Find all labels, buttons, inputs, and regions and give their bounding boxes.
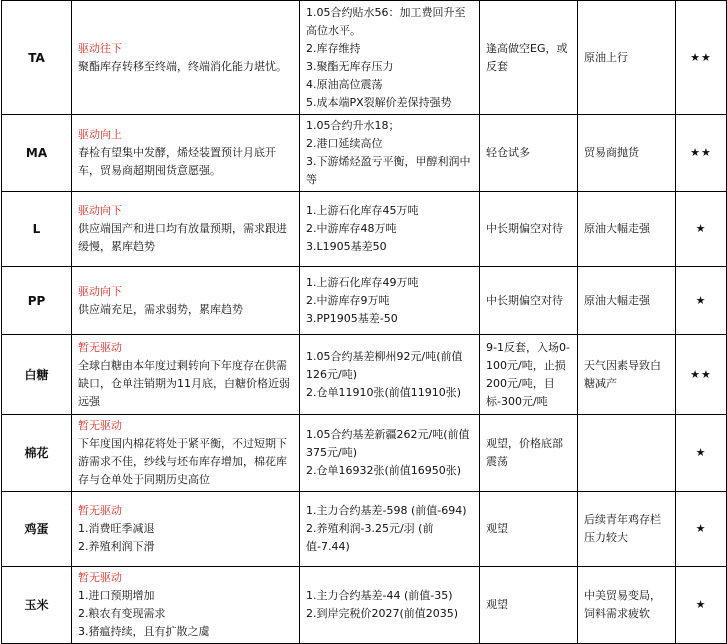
driver-logic-cell: [72, 115, 300, 192]
strategy-cell: 逢高做空EG，或反套: [480, 1, 578, 115]
logic-line: 春检有望集中发酵，烯烃装置预计月底开车，贸易商超期囤货意愿强。: [78, 146, 276, 177]
table-row-ta: [2, 1, 727, 115]
factors-cell: [300, 1, 480, 115]
factor-line: 3.PP1905基差-50: [306, 311, 398, 325]
rating-stars: ★: [676, 267, 727, 335]
factors-cell: [300, 567, 480, 644]
driver-logic-cell: [72, 1, 300, 115]
factor-line: 1.主力合约基差-44 (前值-35): [306, 589, 453, 602]
risk-cell: 天气因素导致白糖减产: [578, 335, 676, 415]
table-row-corn: [2, 567, 727, 644]
factor-line: 1.主力合约基差-598 (前值-694): [306, 504, 467, 517]
strategy-cell: 观望，价格底部震荡: [480, 415, 578, 492]
risk-cell: [578, 415, 676, 492]
strategy-cell: 观望: [480, 492, 578, 567]
driver-tag: 驱动向下: [78, 204, 122, 217]
logic-line: 1.进口预期增加: [78, 589, 155, 602]
risk-cell: 中美贸易变局，饲料需求疲软: [578, 567, 676, 644]
factor-line: 5.成本端PX裂解价差保持强势: [306, 95, 452, 109]
factor-line: 2.仓单16932张(前值16950张): [306, 464, 462, 477]
strategy-cell: 中长期偏空对待: [480, 267, 578, 335]
rating-stars: ★: [676, 415, 727, 492]
factor-line: 2.中游库存9万吨: [306, 293, 390, 307]
factor-line: 1.05合约基差柳州92元/吨(前值126元/吨): [306, 349, 463, 381]
table-row-pp: [2, 267, 727, 335]
table-row-ma: [2, 115, 727, 192]
commodity-name: 棉花: [2, 415, 72, 492]
commodity-name: MA: [2, 115, 72, 192]
driver-logic-cell: [72, 415, 300, 492]
logic-line: 2.粮农有变现需求: [78, 607, 166, 620]
risk-cell: 贸易商抛货: [578, 115, 676, 192]
risk-cell: 原油上行: [578, 1, 676, 115]
factors-cell: [300, 115, 480, 192]
commodity-name: 玉米: [2, 567, 72, 644]
table-row-l: [2, 192, 727, 267]
driver-logic-cell: [72, 492, 300, 567]
table-row-sugar: [2, 335, 727, 415]
commodity-strategy-table: [1, 0, 727, 644]
driver-tag: 驱动向下: [78, 284, 122, 298]
factor-line: 3.聚酯无库存压力: [306, 59, 394, 73]
logic-line: 3.猪瘟持续，且有扩散之虞: [78, 625, 210, 638]
risk-cell: 原油大幅走强: [578, 267, 676, 335]
logic-line: 1.消费旺季减退: [78, 522, 155, 535]
factors-cell: [300, 267, 480, 335]
driver-tag: 驱动往下: [78, 41, 122, 55]
rating-stars: ★: [676, 492, 727, 567]
commodity-name: PP: [2, 267, 72, 335]
factor-line: 1.上游石化库存49万吨: [306, 275, 419, 289]
commodity-name: 鸡蛋: [2, 492, 72, 567]
factors-cell: [300, 192, 480, 267]
driver-logic-cell: [72, 192, 300, 267]
strategy-cell: 9-1反套，入场0-100元/吨，止损200元/吨，目标-300元/吨: [480, 335, 578, 415]
driver-tag: 暂无驱动: [78, 504, 122, 517]
factor-line: 2.港口延续高位: [306, 137, 383, 150]
factor-line: 2.仓单11910张(前值11910张): [306, 385, 462, 399]
logic-line: 下年度国内棉花将处于紧平衡，不过短期下游需求不佳，纱线与坯布库存增加，棉花库存与仓单处于同期历史高位: [78, 437, 287, 486]
factor-line: 3.下游烯烃盈亏平衡，甲醇利润中等: [306, 155, 471, 186]
strategy-cell: 观望: [480, 567, 578, 644]
logic-line: 供应端充足，需求弱势，累库趋势: [78, 302, 243, 316]
factors-cell: [300, 492, 480, 567]
factor-line: 2.中游库存48万吨: [306, 222, 397, 235]
factors-cell: [300, 335, 480, 415]
risk-cell: 后续青年鸡存栏压力较大: [578, 492, 676, 567]
rating-stars: ★: [676, 192, 727, 267]
logic-line: 全球白糖由本年度过剩转向下年度存在供需缺口，仓单注销期为11月底，白糖价格近弱远强: [78, 358, 290, 408]
commodity-name: 白糖: [2, 335, 72, 415]
driver-logic-cell: [72, 267, 300, 335]
driver-logic-cell: [72, 567, 300, 644]
rating-stars: ★: [676, 567, 727, 644]
factor-line: 1.05合约贴水56：加工费回升至高位水平。: [306, 5, 466, 37]
table-row-egg: [2, 492, 727, 567]
strategy-cell: 轻仓试多: [480, 115, 578, 192]
driver-tag: 驱动向上: [78, 128, 122, 141]
factor-line: 2.到岸完税价2027(前值2035): [306, 607, 459, 620]
factors-cell: [300, 415, 480, 492]
driver-tag: 暂无驱动: [78, 571, 122, 584]
commodity-name: L: [2, 192, 72, 267]
factor-line: 3.L1905基差50: [306, 240, 387, 253]
risk-cell: 原油大幅走强: [578, 192, 676, 267]
rating-stars: ★★: [676, 115, 727, 192]
driver-tag: 暂无驱动: [78, 419, 122, 432]
rating-stars: ★★: [676, 1, 727, 115]
factor-line: 1.05合约升水18；: [306, 119, 400, 132]
factor-line: 4.原油高位震荡: [306, 77, 383, 91]
logic-line: 2.养殖利润下滑: [78, 540, 155, 553]
logic-line: 聚酯库存转移至终端，终端消化能力堪忧。: [78, 59, 287, 73]
driver-tag: 暂无驱动: [78, 340, 122, 354]
factor-line: 2.养殖利润-3.25元/羽 (前值-7.44): [306, 522, 434, 553]
logic-line: 供应端国产和进口均有放量预期，需求跟进缓慢，累库趋势: [78, 222, 287, 253]
strategy-cell: 中长期偏空对待: [480, 192, 578, 267]
commodity-name: TA: [2, 1, 72, 115]
factor-line: 1.05合约基差新疆262元/吨(前值375元/吨): [306, 428, 470, 459]
factor-line: 2.库存维持: [306, 41, 361, 55]
rating-stars: ★★: [676, 335, 727, 415]
factor-line: 1.上游石化库存45万吨: [306, 204, 419, 217]
driver-logic-cell: [72, 335, 300, 415]
table-row-cotton: [2, 415, 727, 492]
